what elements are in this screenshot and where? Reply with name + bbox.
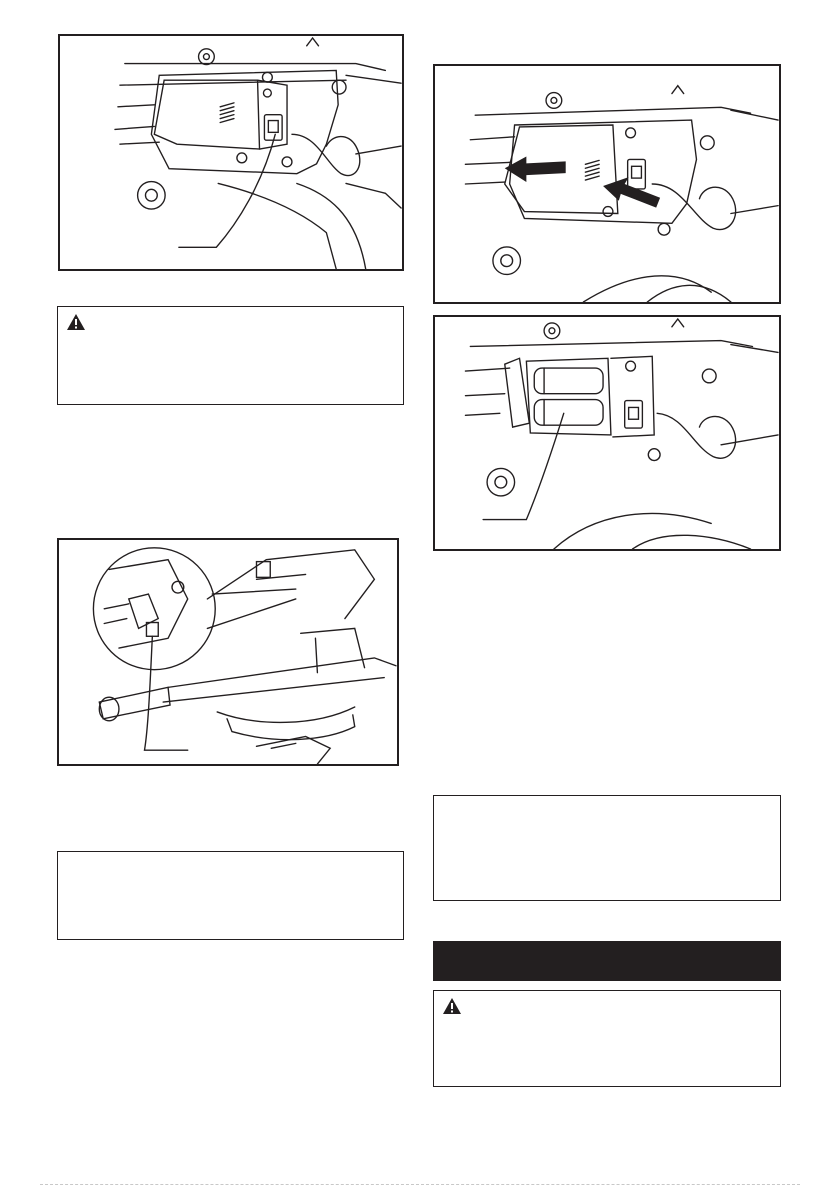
battery-case-closed-illustration <box>60 36 402 269</box>
note-box-right <box>433 795 781 901</box>
light-switch-location-illustration <box>59 540 397 764</box>
figure-battery-case-closed <box>58 34 404 271</box>
batteries-installed-illustration <box>435 317 779 549</box>
battery-case-slide-illustration <box>435 66 779 302</box>
warning-box-bottom <box>433 990 781 1087</box>
figure-batteries-installed <box>433 315 781 551</box>
warning-triangle-icon <box>442 997 462 1015</box>
figure-battery-case-slide <box>433 64 781 304</box>
warning-box-top <box>57 306 404 405</box>
figure-light-switch-location <box>57 538 399 766</box>
warning-triangle-icon <box>66 313 86 331</box>
section-heading-bar <box>433 941 781 981</box>
page-bottom-rule <box>40 1184 800 1185</box>
note-box-left <box>57 851 404 940</box>
